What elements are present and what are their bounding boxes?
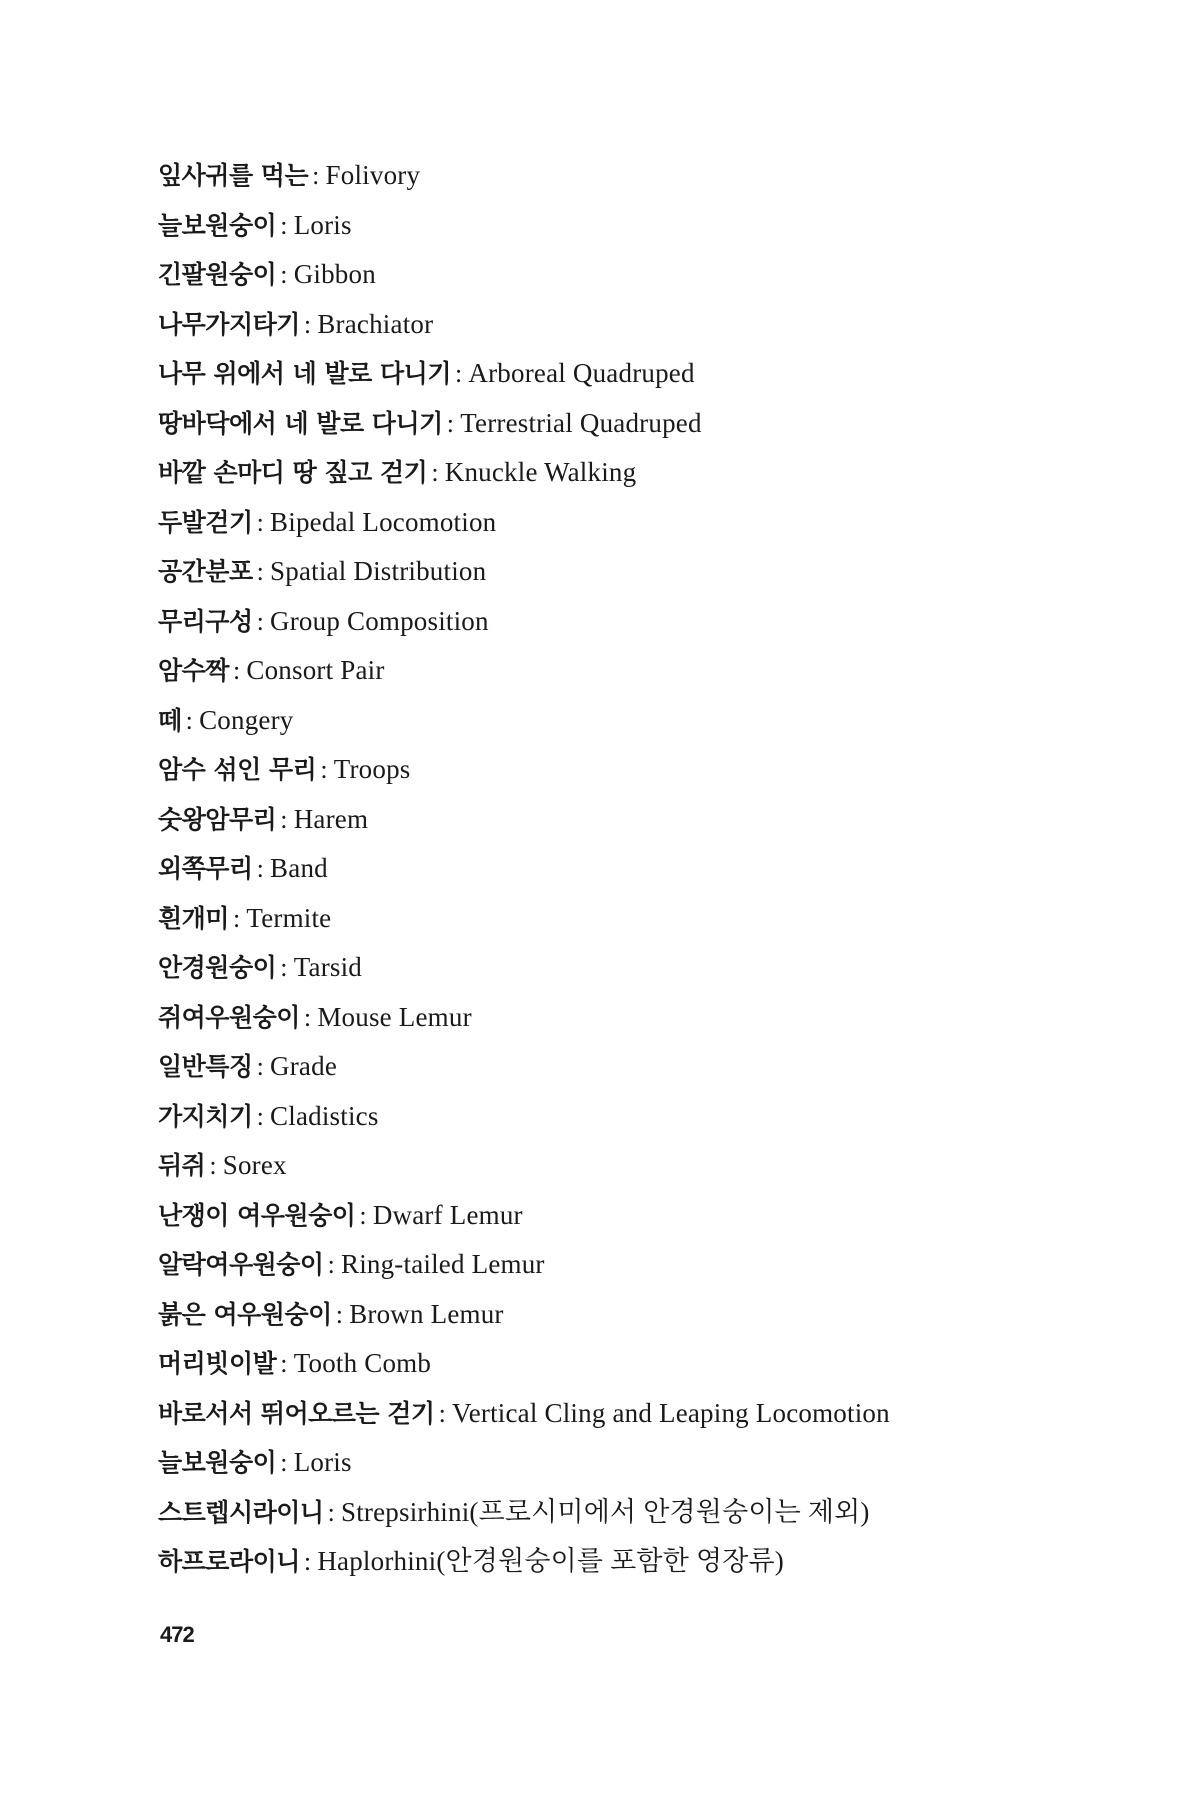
separator: : [359, 1200, 367, 1230]
glossary-entry [158, 1544, 1098, 1594]
english-term: Bipedal Locomotion [270, 506, 497, 537]
english-term: Harem [293, 803, 369, 834]
page-number: 472 [160, 1622, 194, 1647]
glossary-entry [158, 901, 1098, 951]
separator: : [280, 1448, 288, 1477]
korean-term: 긴팔원숭이 [158, 260, 277, 289]
korean-term: 스트렙시라이니 [158, 1497, 324, 1527]
korean-term: 땅바닥에서 네 발로 다니기 [158, 408, 443, 438]
glossary-list [158, 158, 1098, 1594]
separator: : [256, 1052, 265, 1081]
english-term: Ring-tailed Lemur [341, 1249, 545, 1279]
english-term: Arboreal Quadruped [468, 358, 695, 388]
glossary-entry [158, 851, 1098, 901]
english-term: Sorex [222, 1150, 287, 1180]
glossary-entry [158, 1198, 1098, 1248]
english-term: Terrestrial Quadruped [460, 407, 702, 438]
separator: : [185, 705, 194, 735]
glossary-entry [158, 604, 1098, 654]
separator: : [454, 359, 463, 388]
separator: : [256, 854, 265, 883]
separator: : [327, 1250, 335, 1279]
glossary-entry [158, 1297, 1098, 1347]
english-term: Vertical Cling and Leaping Locomotion [452, 1397, 890, 1428]
korean-term: 쥐여우원숭이 [158, 1002, 300, 1032]
english-term: Tarsid [293, 952, 362, 982]
glossary-entry [158, 455, 1098, 505]
glossary-entry [158, 1495, 1098, 1545]
korean-term: 가지치기 [158, 1101, 253, 1131]
glossary-entry [158, 257, 1098, 307]
korean-term: 일반특징 [158, 1052, 253, 1081]
korean-term: 나무 위에서 네 발로 다니기 [158, 359, 451, 388]
korean-term: 나무가지타기 [158, 309, 300, 339]
separator: : [280, 953, 288, 982]
separator: : [320, 755, 328, 784]
separator: : [280, 1349, 288, 1378]
glossary-entry [158, 208, 1098, 258]
glossary-entry [158, 406, 1098, 456]
separator: : [303, 1547, 312, 1576]
english-term: Band [270, 853, 328, 883]
korean-term: 안경원숭이 [158, 953, 277, 982]
separator: : [303, 1002, 312, 1032]
korean-term: 붉은 여우원숭이 [158, 1299, 332, 1329]
separator: : [335, 1299, 344, 1329]
english-term: Strepsirhini(프로시미에서 안경원숭이는 제외) [341, 1496, 870, 1527]
english-term: Spatial Distribution [270, 556, 487, 586]
glossary-entry [158, 703, 1098, 753]
glossary-entry [158, 505, 1098, 555]
separator: : [256, 507, 265, 537]
korean-term: 난쟁이 여우원숭이 [158, 1200, 356, 1230]
korean-term: 바깥 손마디 땅 짚고 걷기 [158, 458, 428, 487]
glossary-entry [158, 1346, 1098, 1396]
korean-term: 뒤쥐 [158, 1151, 206, 1180]
glossary-entry [158, 1148, 1098, 1198]
separator: : [256, 557, 265, 586]
english-term: Mouse Lemur [317, 1001, 472, 1032]
korean-term: 외쪽무리 [158, 854, 253, 883]
glossary-entry [158, 1049, 1098, 1099]
separator: : [280, 260, 288, 289]
english-term: Brachiator [317, 308, 434, 339]
english-term: Group Composition [270, 605, 489, 636]
english-term: Troops [333, 754, 411, 784]
glossary-entry [158, 1445, 1098, 1495]
separator: : [280, 804, 288, 834]
english-term: Congery [199, 704, 294, 735]
english-term: Dwarf Lemur [372, 1199, 523, 1230]
korean-term: 암수짝 [158, 656, 229, 685]
korean-term: 머리빗이발 [158, 1349, 277, 1378]
korean-term: 잎사귀를 먹는 [158, 161, 309, 190]
korean-term: 떼 [158, 705, 182, 735]
glossary-entry [158, 1099, 1098, 1149]
separator: : [280, 210, 288, 240]
english-term: Gibbon [293, 259, 376, 289]
glossary-entry [158, 950, 1098, 1000]
glossary-entry [158, 653, 1098, 703]
separator: : [303, 309, 312, 339]
glossary-entry [158, 752, 1098, 802]
separator: : [438, 1398, 446, 1428]
glossary-entry [158, 307, 1098, 357]
korean-term: 암수 섞인 무리 [158, 755, 317, 784]
separator: : [312, 161, 320, 190]
glossary-entry [158, 356, 1098, 406]
english-term: Loris [293, 209, 352, 240]
english-term: Tooth Comb [293, 1348, 432, 1378]
english-term: Cladistics [270, 1100, 379, 1131]
english-term: Haplorhini(안경원숭이를 포함한 영장류) [317, 1546, 784, 1576]
english-term: Loris [293, 1447, 352, 1477]
english-term: Consort Pair [246, 655, 385, 685]
korean-term: 늘보원숭이 [158, 1448, 277, 1477]
glossary-entry [158, 554, 1098, 604]
separator: : [446, 408, 455, 438]
glossary-entry [158, 1247, 1098, 1297]
korean-term: 알락여우원숭이 [158, 1250, 324, 1279]
korean-term: 공간분포 [158, 557, 253, 586]
glossary-entry [158, 1000, 1098, 1050]
korean-term: 두발걷기 [158, 507, 253, 537]
separator: : [209, 1151, 217, 1180]
korean-term: 흰개미 [158, 903, 229, 933]
korean-term: 무리구성 [158, 606, 253, 636]
korean-term: 바로서서 뛰어오르는 걷기 [158, 1398, 435, 1428]
korean-term: 늘보원숭이 [158, 210, 277, 240]
separator: : [327, 1497, 335, 1527]
glossary-entry [158, 1396, 1098, 1446]
separator: : [431, 458, 439, 487]
korean-term: 숫왕암무리 [158, 804, 277, 834]
english-term: Folivory [325, 160, 421, 190]
glossary-entry [158, 802, 1098, 852]
english-term: Termite [246, 902, 332, 933]
english-term: Brown Lemur [349, 1298, 504, 1329]
separator: : [232, 903, 241, 933]
separator: : [256, 1101, 265, 1131]
english-term: Knuckle Walking [444, 457, 637, 487]
glossary-entry [158, 158, 1098, 208]
english-term: Grade [270, 1051, 338, 1081]
separator: : [256, 606, 265, 636]
korean-term: 하프로라이니 [158, 1547, 300, 1576]
separator: : [232, 656, 241, 685]
